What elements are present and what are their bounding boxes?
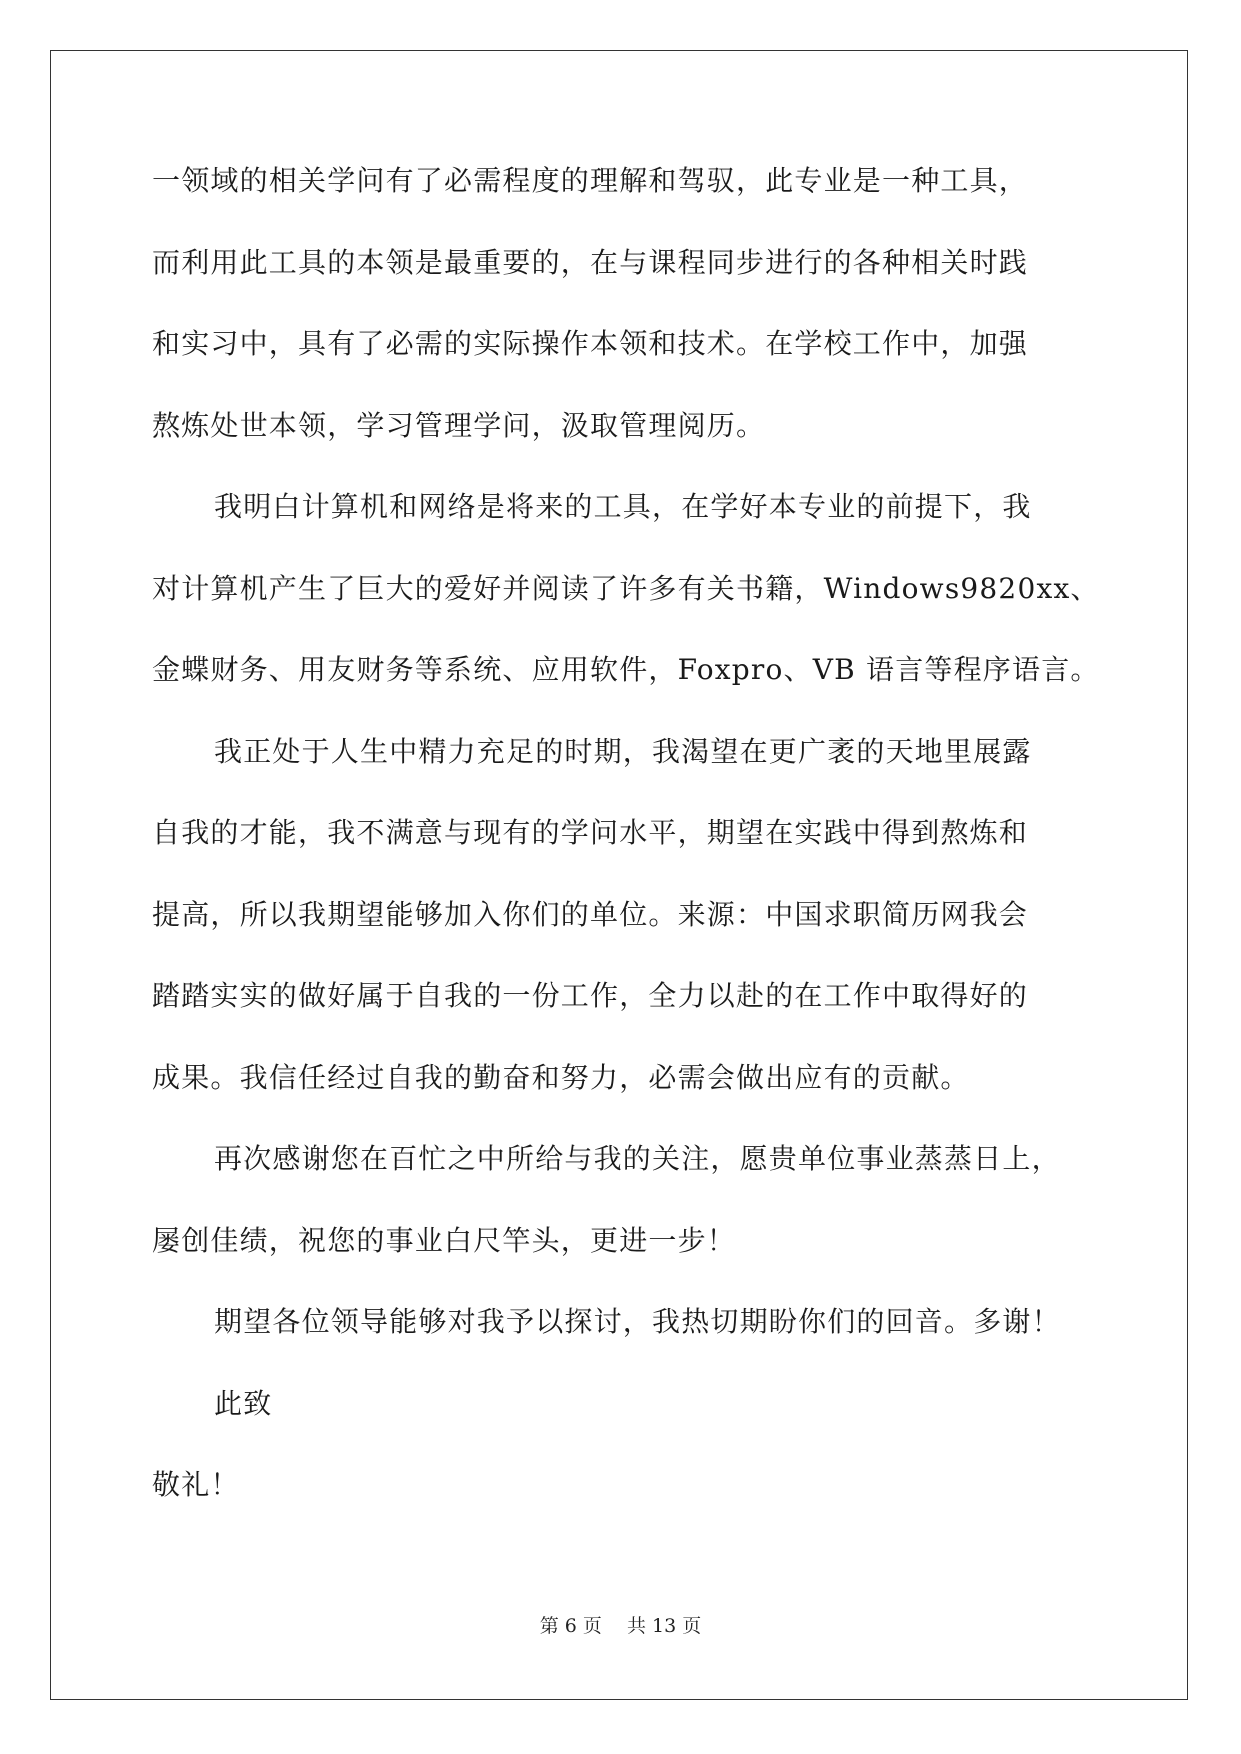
text-line-13: 再次感谢您在百忙之中所给与我的关注，愿贵单位事业蒸蒸日上， (214, 1142, 1061, 1175)
page-number-footer: 第 6 页 共 13 页 (539, 1615, 702, 1637)
text-line-14: 屡创佳绩，祝您的事业白尺竿头，更进一步！ (152, 1223, 737, 1257)
text-line-11: 踏踏实实的做好属于自我的一份工作，全力以赴的在工作中取得好的 (152, 979, 1029, 1012)
text-line-8: 我正处于人生中精力充足的时期，我渴望在更广袤的天地里展露 (214, 734, 1032, 768)
text-line-4: 熬炼处世本领，学习管理学问，汲取管理阅历。 (152, 408, 766, 442)
text-line-2: 而利用此工具的本领是最重要的，在与课程同步进行的各种相关时践 (152, 245, 1029, 279)
text-line-1: 一领域的相关学问有了必需程度的理解和驾驭，此专业是一种工具， (152, 164, 1029, 197)
letter-body (152, 164, 1100, 1551)
text-line-12: 成果。我信任经过自我的勤奋和努力，必需会做出应有的贡献。 (152, 1060, 970, 1094)
closing-regards: 敬礼！ (152, 1468, 240, 1501)
text-line-6: 对计算机产生了巨大的爱好并阅读了许多有关书籍，Windows9820xx、 (152, 571, 1100, 605)
closing-salutation: 此致 (214, 1386, 273, 1420)
text-line-15: 期望各位领导能够对我予以探讨，我热切期盼你们的回音。多谢！ (214, 1305, 1061, 1338)
text-line-7: 金蝶财务、用友财务等系统、应用软件，Foxpro、VB 语言等程序语言。 (152, 653, 1100, 686)
text-line-9: 自我的才能，我不满意与现有的学问水平，期望在实践中得到熬炼和 (152, 816, 1029, 849)
text-line-3: 和实习中，具有了必需的实际操作本领和技术。在学校工作中，加强 (152, 327, 1029, 360)
text-line-10: 提高，所以我期望能够加入你们的单位。来源：中国求职简历网我会 (152, 897, 1029, 931)
text-line-5: 我明白计算机和网络是将来的工具，在学好本专业的前提下，我 (214, 490, 1032, 523)
